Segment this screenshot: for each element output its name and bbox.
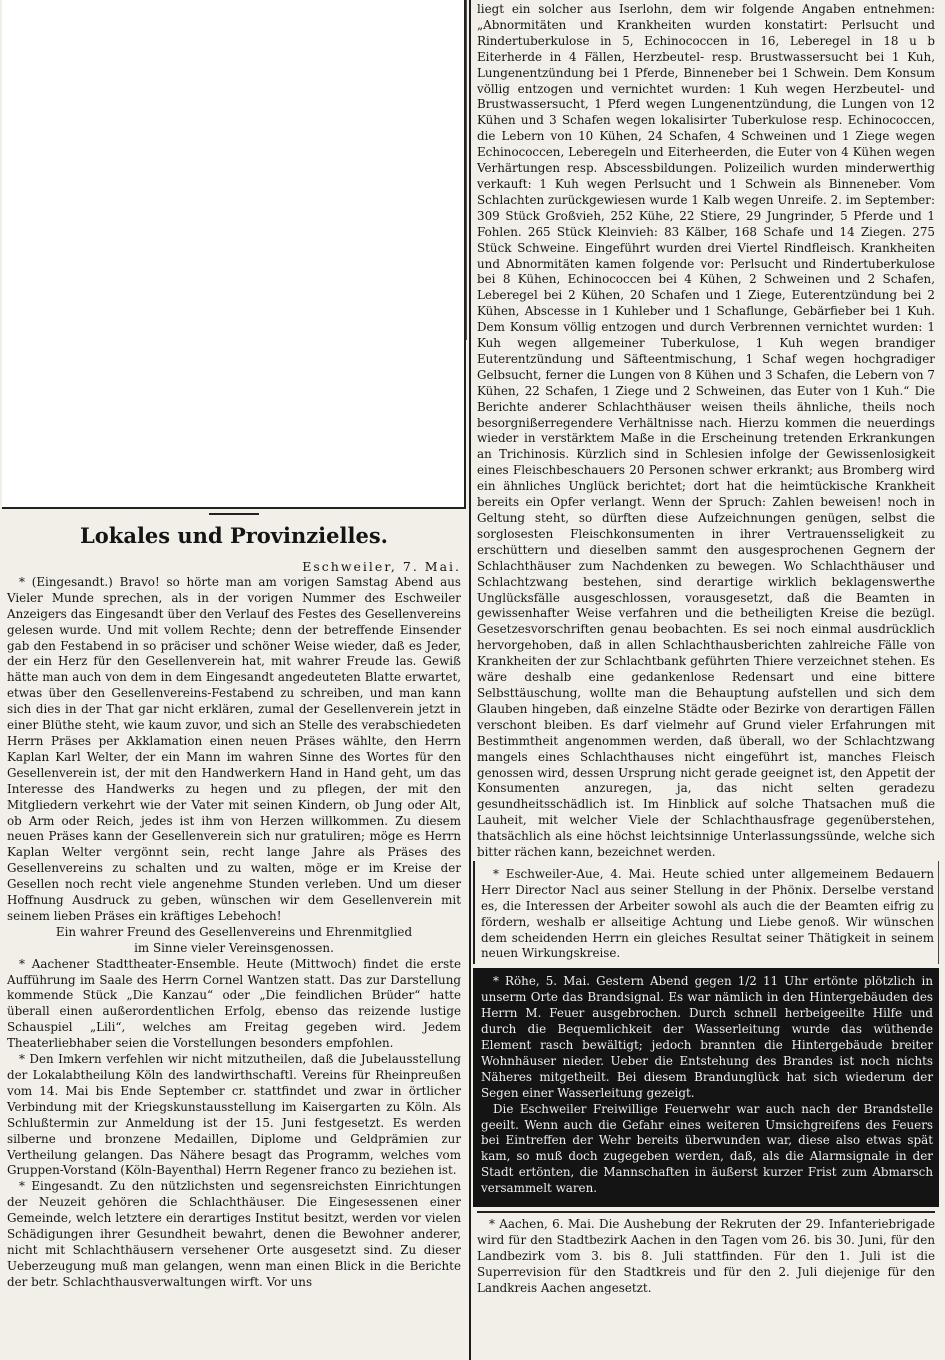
article-aachen-rekruten: * Aachen, 6. Mai. Die Aushebung der Rekruten der 29. Infanteriebrigade wird für den Stadtbezirk Aachen in den Tagen vom 26. bis 30. Juni, für den Landbezirk vom 3. bis 8. Juli stattfinden. Für den 1. Juli ist die Superrevision für den Stadtkreis und für den 2. Juli diejenige für den Landkreis Aachen angesetzt. [477,1217,935,1295]
inverted-notice-box [473,968,939,1207]
article-imker: * Den Imkern verfehlen wir nicht mitzutheilen, daß die Jubelausstellung der Lokalabtheilung Köln des landwirthschaftl. Vereins für Rheinpreußen vom 14. Mai bis Ende September cr. stattfindet und zwar in örtlicher Verbindung mit der Kriegskunstausstellung im Kaisergarten zu Köln. Als Schlußtermin zur Anmeldung ist der 15. Juni festgesetzt. Es werden silberne und bronzene Medaillen, Diplome und Geldprämien zur Vertheilung gelangen. Das Nähere besagt das Programm, welches vom Gruppen-Vorstand (Köln-Bayenthal) Herrn Regener franco zu beziehen ist. [7,1052,461,1178]
notice-eschweiler-aue-box [473,861,939,964]
column-divider [469,0,471,1360]
article-stadttheater: * Aachener Stadttheater-Ensemble. Heute (Mittwoch) findet die erste Aufführung im Saale des Herrn Cornel Wantzen statt. Das zur Darstellung kommende Stück „Die Kanzau“ oder „Die feindlichen Brüder“ hatte überall einen außerordentlichen Erfolg, ebenso das reizende lustige Schauspiel „Lili“, welches am Freitag gegeben wird. Jedem Theaterliebhaber seien die Vorstellungen besonders empfohlen. [7,956,461,1051]
article-schlachthaeuser: * Eingesandt. Zu den nützlichsten und segensreichsten Einrichtungen der Neuzeit gehören die Schlachthäuser. Die Eingesessenen einer Gemeinde, welch letztere ein derartiges Institut besitzt, werden vor vielen Schädigungen ihrer Gesundheit bewahrt, denen die Bewohner anderer, nicht mit Schlachthäusern versehener Orte ausgesetzt sind. Zu dieser Ueberzeugung muß man gelangen, wenn man einen Blick in die Berichte der betr. Schlachthausverwaltungen wirft. Vor uns [7,1179,461,1289]
section-rule [209,513,259,515]
article-eingesandt-gesellenverein: * (Eingesandt.) Bravo! so hörte man am vorigen Samstag Abend aus Vieler Munde sprechen, als in der vorigen Nummer des Eschweiler Anzeigers das Eingesandt über den Verlauf des Festes des Gesellenvereins gelesen wurde. Und mit vollem Rechte; denn der betreffende Einsender gab den Festabend in so präciser und schöner Weise wieder, daß es Jeder, der ein Herz für den Gesellenverein hat, mit wahrer Freude las. Gewiß hätte man auch von dem in dem Eingesandt angedeuteten Blatte erwartet, etwas über den Gesellenvereins-Festabend zu schreiben, und man kann sich dies in der That gar nicht erklären, zumal der Gesellenverein jetzt in einer Blüthe steht, wie kaum zuvor, und sich an Stelle des verabschiedeten Herrn Präses per Akklamation einen neuen Präses wählte, den Herrn Kaplan Karl Welter, der ein Mann im wahren Sinne des Wortes für den Gesellenverein ist, der mit den Handwerkern Hand in Hand geht, um das Interesse des Handwerks zu hegen und zu pflegen, der mit den Mitgliedern verkehrt wie der Vater mit seinen Kindern, ob Jung oder Alt, ob Arm oder Reich, jedes ist ihm von Herzen willkommen. Zu diesem neuen Präses kann der Gesellenverein sich nur gratuliren; möge es Herrn Kaplan Welter vergönnt sein, recht lange Jahre als Präses des Gesellenvereins zu schalten und zu walten, möge er im Kreise der Gesellen noch recht viele angenehme Stunden verleben. Und um dieser Hoffnung Ausdruck zu geben, wünschen wir dem Gesellenverein mit seinem lieben Präses ein kräftiges Lebehoch! [7,574,461,923]
article-eschweiler-aue: * Eschweiler-Aue, 4. Mai. Heute schied unter allgemeinem Bedauern Herr Director Nacl aus seiner Stellung in der Phönix. Derselbe verstand es, die Interessen der Arbeiter sowohl als auch die der Beamten eifrig zu fördern, weshalb er allseitige Achtung und Liebe genoß. Wir wünschen dem scheidenden Herrn ein gleiches Resultat seiner Thätigkeit in seinem neuen Wirkungskreise. [481,866,934,961]
signature-line-1: Ein wahrer Freund des Gesellenvereins und Ehrenmitglied [55,924,413,939]
right-column [477,2,935,1297]
dateline: Eschweiler, 7. Mai. [302,559,461,574]
left-column [7,513,461,1291]
article-roehe-fire: * Röhe, 5. Mai. Gestern Abend gegen 1/2 11 Uhr ertönte plötzlich in unserm Orte das Brandsignal. Es war nämlich in den Hintergebäuden des Herrn M. Feuer ausgebrochen. Durch schnell herbeigeeilte Hilfe und durch die Bequemlichkeit der Wasserleitung wurde das wüthende Element rasch bewältigt; jedoch brannten die Hintergebäude breiter Wohnhäuser nieder. Ueber die Entstehung des Brandes ist noch nichts Näheres mitgetheilt. Bei diesem Brandunglück hat sich wiederum der Segen einer Wasserleitung gezeigt. [481,974,933,1100]
column-divider-thin [466,0,467,340]
article-feuerwehr: Die Eschweiler Freiwillige Feuerwehr war auch nach der Brandstelle geeilt. Wenn auch die Gefahr eines weiteren Umsichgreifens des Feuers bei Eintreffen der Wehr bereits überwunden war, diese also etwas spät kam, so muß doch zugegeben werden, daß, als die Alarmsignale in der Stadt ertönten, die Mannschaften in äußerst kurzer Frist zum Abmarsch versammelt waren. [481,1101,933,1196]
section-heading: Lokales und Provinzielles. [80,523,388,548]
separator-rule [477,1211,935,1213]
signature-line-2: im Sinne vieler Vereinsgenossen. [134,940,334,955]
blank-area [2,0,466,509]
article-schlachthaeuser-continued: liegt ein solcher aus Iserlohn, dem wir folgende Angaben entnehmen: „Abnormitäten und Krankheiten wurden konstatirt: Perlsucht und Rindertuberkulose in 5, Echinococcen in 16, Leberegel in 18 u b Eiterherde in 4 Fällen, Herzbeutel- resp. Brustwassersucht bei 1 Kuh, Lungenentzündung bei 1 Pferde, Binneneber bei 1 Schwein. Dem Konsum völlig entzogen und vernichtet wurden: 1 Kuh wegen Herzbeutel- und Brustwassersucht, 1 Pferd wegen Lungenentzündung, die Lungen von 12 Kühen und 3 Schafen wegen lokalisirter Tuberkulose resp. Echinococcen, die Lebern von 10 Kühen, 24 Schafen, 4 Schweinen und 1 Ziege wegen Echinococcen, Leberegeln und Eiterheerden, die Euter von 4 Kühen wegen Verhärtungen resp. Abscessbildungen. Polizeilich wurden minderwerthig verkauft: 1 Kuh wegen Perlsucht und 1 Schwein als Binneneber. Vom Schlachten zurückgewiesen wurde 1 Kalb wegen Unreife. 2. im September: 309 Stück Großvieh, 252 Kühe, 22 Stiere, 29 Jungrinder, 5 Pferde und 1 Fohlen. 265 Stück Kleinvieh: 83 Kälber, 168 Schafe und 14 Ziegen. 275 Stück Schweine. Eingeführt wurden drei Viertel Rindfleisch. Krankheiten und Abnormitäten kamen folgende vor: Perlsucht und Rindertuberkulose bei 8 Kühen, Echinococcen bei 4 Kühen, 2 Schweinen und 2 Schafen, Leberegel bei 2 Kühen, 20 Schafen und 1 Ziege, Euterentzündung bei 2 Kühen, Abscesse in 1 Kuhleber und 1 Schaflunge, Gebärfieber bei 1 Kuh. Dem Konsum völlig entzogen und durch Verbrennen vernichtet wurden: 1 Kuh wegen allgemeiner Tuberkulose, 1 Kuh wegen brandiger Euterentzündung und Säfteentmischung, 1 Schaf wegen hochgradiger Gelbsucht, ferner die Lungen von 8 Kühen und 3 Schafen, die Lebern von 7 Kühen, 22 Schafen, 1 Ziege und 2 Schweinen, das Euter von 1 Kuh.“ Die Berichte anderer Schlachthäuser weisen theils ähnliche, theils noch besorgnißerregendere Verhältnisse nach. Hierzu kommen die neuerdings wieder in verstärktem Maße in die Erscheinung tretenden Erkrankungen an Trichinosis. Kürzlich sind in Schlesien infolge der Gewissenlosigkeit eines Fleischbeschauers 20 Personen schwer erkrankt; aus Bromberg wird ein ähnliches Unglück berichtet; dort hat die heimtückische Krankheit bereits ein Opfer verlangt. Wenn der Spruch: Zahlen beweisen! noch in Geltung steht, so dürften diese Aufzeichnungen genügen, selbst die sorglosesten Fleischkonsumenten in ihrer Vertrauensseligkeit zu erschüttern und dieselben sammt den ausgesprochenen Gegnern der Schlachthäuser zum Nachdenken zu bewegen. Wo Schlachthäuser und Schlachtzwang bestehen, sind derartige wirklich beklagenswerthe Unglücksfälle ausgeschlossen, vorausgesetzt, daß die Beamten in gewissenhafter Weise verfahren und die betheiligten Kreise die bezügl. Gesetzesvorschriften genau beobachten. Es sei noch einmal ausdrücklich hervorgehoben, daß in allen Schlachthausberichten zahlreiche Fälle von Krankheiten der zur Schlachtbank geführten Thiere verzeichnet stehen. Es wäre deshalb eine gedankenlose Redensart und eine bittere Selbsttäuschung, wollte man die Behauptung aufstellen und sich dem Glauben hingeben, daß einzelne Städte oder Bezirke von derartigen Fällen verschont bleiben. Es darf vielmehr auf Grund vieler Erfahrungen mit Bestimmtheit angenommen werden, daß überall, wo der Schlachtzwang mangels eines Schlachthauses nicht eingeführt ist, manches Fleisch genossen wird, dessen Ursprung nicht gerade geeignet ist, den Appetit der Konsumenten anzuregen, ja, das nicht selten geradezu gesundheitsschädlich ist. Im Hinblick auf solche Thatsachen muß die Lauheit, mit welcher Viele der Schlachthausfrage gegenüberstehen, thatsächlich als eine höchst leichtsinnige Unterlassungssünde, welche sich bitter rächen kann, bezeichnet werden. [477,2,935,860]
